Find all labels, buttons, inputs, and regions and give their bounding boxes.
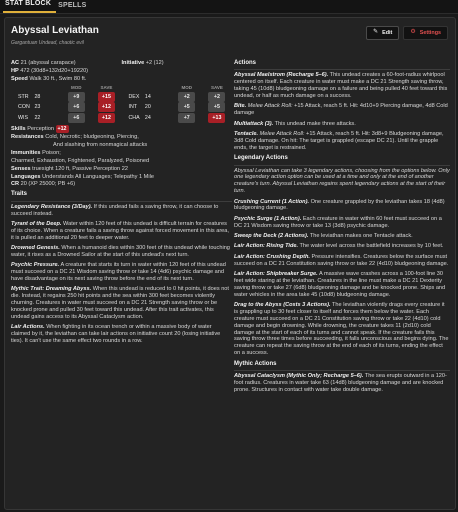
lair-action: Lair Action: Shipbreaker Surge. A massive wave crashes across a 100-foot line 30 feet wide staring at the leviathan. Creatures in the line must make a DC 21 Dexterity saving throw or take 27 (6d8) bludgeoning damage and be knocked prone. Ships and water vehicles in the area take 45 (10d8) bludgeoning damage. bbox=[234, 271, 446, 298]
hit-points: HP 472 (30d8+132d20+19220) bbox=[11, 67, 89, 74]
mod-chip: +6 bbox=[68, 113, 85, 123]
settings-label: Settings bbox=[419, 29, 441, 36]
trait: Legendary Resistance (3/Day). If this undead fails a saving throw, it can choose to succeed instead. bbox=[11, 203, 219, 217]
immunities: Immunities Poison; bbox=[11, 149, 61, 156]
resistances: Resistances Cold, Necrotic; bludgeoning, Piercing, bbox=[11, 134, 139, 141]
armor-class: AC 21 (abyssal carapace) bbox=[11, 60, 76, 66]
mod-chip: +5 bbox=[178, 102, 195, 112]
actions-heading: Actions bbox=[234, 60, 450, 70]
mythic-action: Abyssal Cataclysm (Mythic Only; Recharge 5–6). The sea erupts outward in a 120-foot radius. Creatures in water take 63 (14d8) bludgeoning damage and are knocked prone. Structures in contact with water take double damage. bbox=[234, 372, 447, 393]
condition-immunities: Charmed, Exhaustion, Frightened, Paralyzed, Poisoned bbox=[11, 157, 150, 164]
skill-chip: +12 bbox=[57, 126, 67, 133]
mod-chip: +6 bbox=[68, 102, 85, 112]
legendary-intro: Abyssal Leviathan can take 3 legendary actions, choosing from the options below. Only one legendary action option can be used at a time and only at the end of another creature's turn. Abyssal Leviathan regains spent legendary actions at the start of their turn. bbox=[234, 167, 450, 195]
ability-row: WIS 22 +6 +12 CHA 24 +7 +13 bbox=[11, 113, 232, 124]
monster-subtitle: Gargantuan Undead, chaotic evil bbox=[11, 40, 84, 47]
edit-icon: ✎ bbox=[373, 29, 379, 36]
trait: Tyrant of the Deep. Water within 120 feet of this undead is difficult terrain for creatures of its choice. When a creature fails a saving throw against forced movement in this area, it is pulled an additional 20 feet to deeper water. bbox=[11, 220, 229, 241]
resistances-cont: And slashing from nonmagical attacks bbox=[53, 142, 148, 148]
left-column bbox=[11, 60, 232, 348]
stat-block-card bbox=[4, 17, 456, 510]
header-buttons bbox=[366, 26, 448, 40]
save-chip: +12 bbox=[98, 113, 115, 123]
ability-row: CON 23 +6 +12 INT 20 +5 +5 bbox=[11, 102, 232, 113]
save-chip: +12 bbox=[98, 102, 115, 112]
ability-scores-table: MOD SAVE MOD SAVE STR 28 +9 +15 DEX 14 +2 +2 CON 23 +6 +12 INT 20 +5 +5 WIS 22 +6 +12 CHA 24 +7 +13 bbox=[11, 85, 232, 124]
tab-bar bbox=[0, 0, 458, 14]
ability-row: STR 28 +9 +15 DEX 14 +2 +2 bbox=[11, 92, 232, 103]
tab-stat-block[interactable]: STAT BLOCK bbox=[3, 0, 56, 13]
mythic-actions-heading: Mythic Actions bbox=[234, 361, 450, 371]
action: Tentacle. Melee Attack Roll: +15 Attack, reach 5 ft. Hit: 3d8+9 Bludgeoning damage, 3d8 Cold damage. On hit: The target is grappled (escape DC 21). Until the grapple ends, the target is restrained. bbox=[234, 131, 444, 151]
monster-name: Abyssal Leviathan bbox=[11, 25, 99, 36]
lair-action: Lair Action: Rising Tide. The water level across the battlefield increases by 10 feet. bbox=[234, 243, 444, 250]
gear-icon: ⚙ bbox=[410, 29, 416, 36]
senses: Senses truesight 120 ft, Passive Perception 22 bbox=[11, 165, 128, 172]
legendary-action: Crushing Current (1 Action). One creature grappled by the leviathan takes 18 (4d8) bludgeoning damage. bbox=[234, 198, 445, 212]
legendary-action: Drag to the Abyss (Costs 3 Actions). The leviathan violently drags every creature it is grappling up to 30 feet closer to itself and forces them below the water. Each creature must succeed on a DC 21 Constitution saving throw or take 22 (4d10) cold damage and begin drowning. While drowning, the creature takes 11 (2d10) cold damage at the start of each of its turns and cannot speak. If the creature fails this saving throw three times before succeeding, it falls unconscious and begins dying. The creature can repeat the saving throw at the end of each of its turns, ending the effect on a success. bbox=[234, 302, 449, 357]
mod-chip: +9 bbox=[68, 92, 85, 102]
tab-spells[interactable]: SPELLS bbox=[58, 2, 87, 10]
save-chip: +13 bbox=[208, 113, 225, 123]
settings-button[interactable] bbox=[403, 26, 448, 40]
initiative: Initiative +2 (12) bbox=[121, 60, 164, 66]
speed: Speed Walk 30 ft., Swim 80 ft. bbox=[11, 75, 87, 82]
save-chip: +5 bbox=[208, 102, 225, 112]
trait: Lair Actions. When fighting in its ocean trench or within a massive body of water claimed by it, the leviathan can take lair actions on initiative count 20 (losing initiative ties). It can't use the same effect two rounds in a row. bbox=[11, 324, 221, 344]
mod-chip: +2 bbox=[178, 92, 195, 102]
save-chip: +2 bbox=[208, 92, 225, 102]
skills: Skills Perception +12 bbox=[11, 126, 67, 133]
action: Abyssal Maelstrom (Recharge 5–6). This undead creates a 60-foot-radius whirlpool centered on itself. Each creature in water must make a DC 21 Strength saving throw, taking 45 (10d8) bludgeoning damage on a failure and being pulled 40 feet toward this undead, or half as much damage on a success. bbox=[234, 72, 448, 99]
challenge-rating: CR 20 (XP 25000; PB +6) bbox=[11, 181, 76, 188]
action: Bite. Melee Attack Roll: +15 Attack, reach 5 ft. Hit: 4d10+9 Piercing damage, 4d8 Cold damage bbox=[234, 103, 448, 117]
lair-action: Lair Action: Crushing Depth. Pressure intensifies. Creatures below the surface must succeed on a DC 21 Constitution saving throw or take 22 (4d10) bludgeoning damage. bbox=[234, 253, 449, 267]
monster-header bbox=[11, 25, 99, 46]
legendary-action: Sweep the Deck (2 Actions). The leviathan makes one Tentacle attack. bbox=[234, 233, 413, 239]
legendary-action: Psychic Surge (1 Action). Each creature in water within 60 feet must succeed on a DC 21 Wisdom saving throw or take 13 (3d8) psychic damage. bbox=[234, 215, 442, 229]
mod-chip: +7 bbox=[178, 113, 195, 123]
action: Multiattack (3). This undead make three attacks. bbox=[234, 120, 356, 127]
trait: Drowned Genesis. When a humanoid dies within 300 feet of this undead while touching water, it rises as a Drowned Sailor at the start of this undead's next turn. bbox=[11, 245, 230, 258]
languages: Languages Understands All Languages; Telepathy 1 Mile bbox=[11, 173, 154, 180]
edit-label: Edit bbox=[382, 29, 393, 36]
save-chip: +15 bbox=[98, 92, 115, 102]
trait: Psychic Pressure. A creature that starts its turn in water within 120 feet of this undead must succeed on a DC 21 Wisdom saving throw or take 14 (4d6) psychic damage and have disadvantage on its next saving throw before the end of its next turn. bbox=[11, 262, 226, 282]
edit-button[interactable] bbox=[366, 26, 399, 40]
legendary-actions-heading: Legendary Actions bbox=[234, 155, 450, 165]
traits-heading: Traits bbox=[11, 191, 232, 201]
trait: Mythic Trait: Dreaming Abyss. When this undead is reduced to 0 hit points, it does not die. Instead, it regains 250 hit points and the sea within 300 feet becomes violently churning. Creatures in water must succeed on a DC 21 Strength saving throw or be knocked prone and pulled 30 feet toward this undead. After this trait activates, this undead gains access to its Abyssal Cataclysm action. bbox=[11, 286, 229, 320]
right-column bbox=[234, 60, 450, 397]
